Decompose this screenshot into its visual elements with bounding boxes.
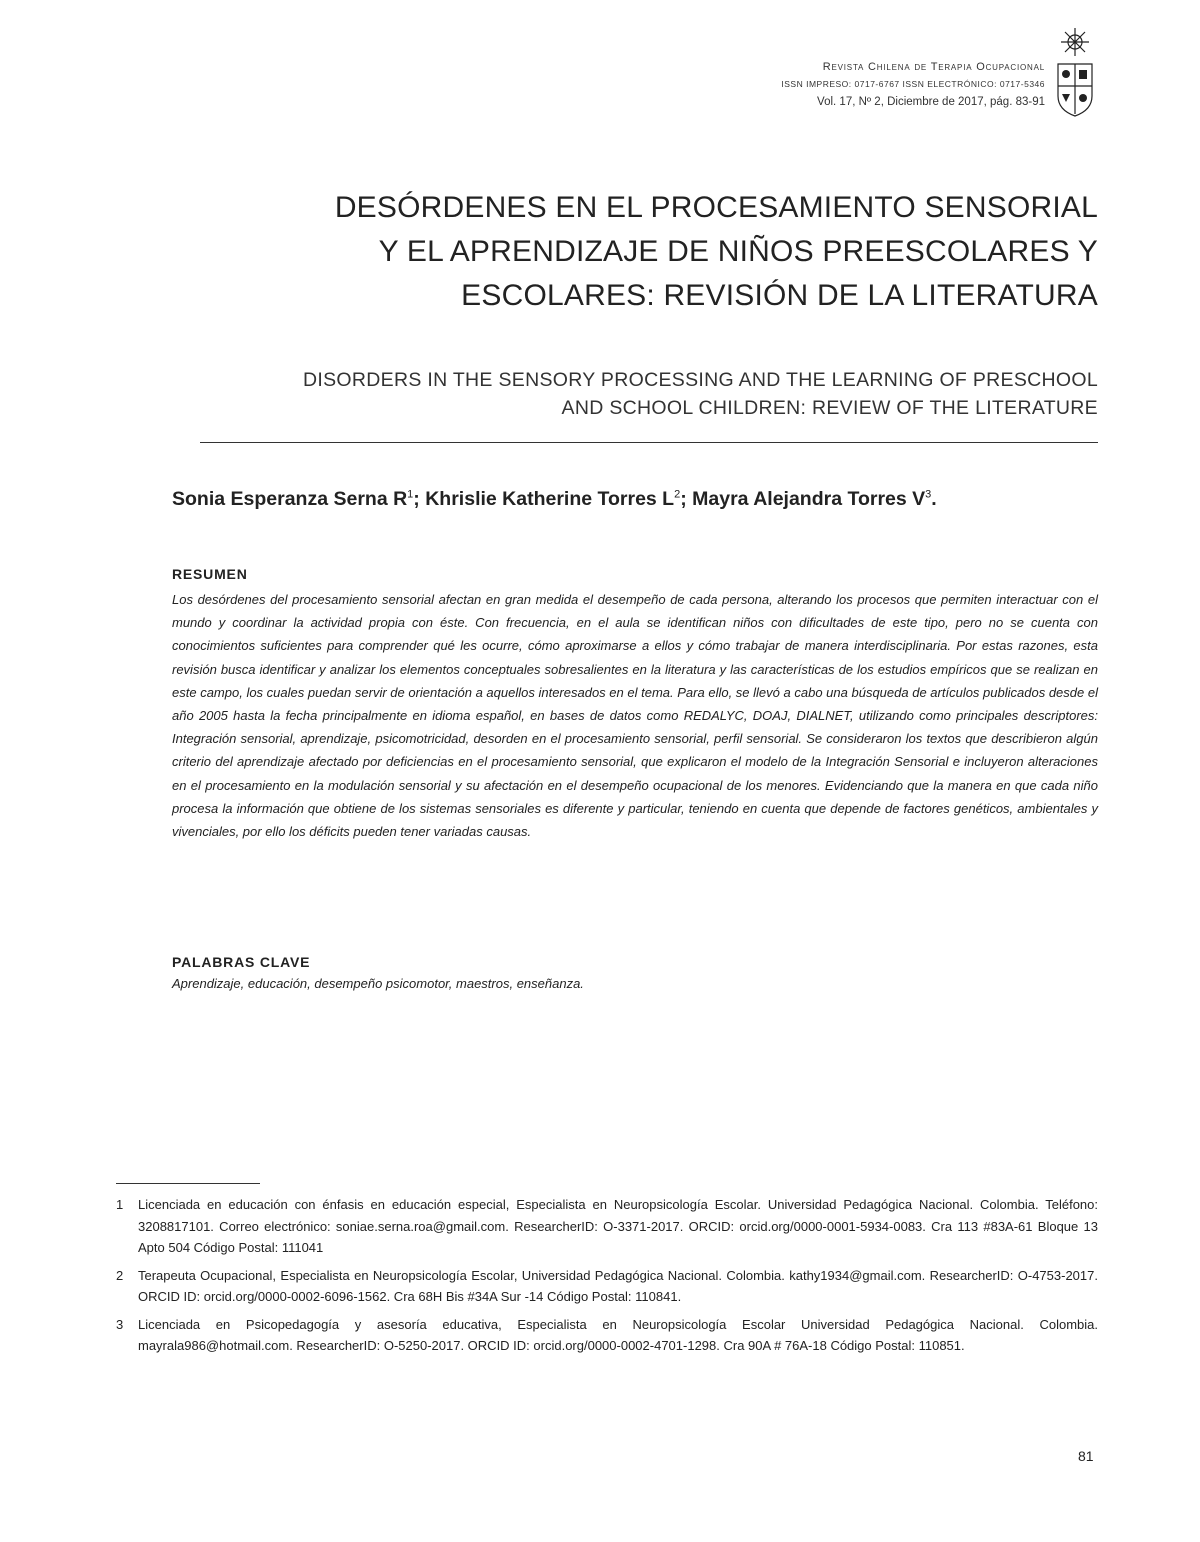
author-list	[172, 488, 1102, 511]
title-divider	[200, 442, 1098, 443]
author-affiliation-mark: 2	[674, 488, 681, 501]
footnote-number: 1	[116, 1197, 124, 1212]
author-separator: .	[931, 488, 937, 510]
author-name: Khrislie Katherine Torres L	[425, 488, 675, 510]
keywords-heading: PALABRAS CLAVE	[172, 954, 311, 970]
title-es-line: Y EL APRENDIZAJE DE NIÑOS PREESCOLARES Y	[378, 235, 1098, 268]
author-separator: ;	[680, 488, 693, 510]
page-number: 81	[1078, 1448, 1094, 1464]
author-name: Sonia Esperanza Serna R	[172, 488, 408, 510]
title-spanish	[198, 186, 1098, 318]
title-en-line: AND SCHOOL CHILDREN: REVIEW OF THE LITERATURE	[561, 397, 1098, 419]
author-affiliation-mark: 1	[407, 488, 414, 501]
footnote-text: Terapeuta Ocupacional, Especialista en Neuropsicología Escolar, Universidad Pedagógica Nacional. Colombia. kathy1934@gmail.com. ResearcherID: O-4753-2017. ORCID ID: orcid.org/0000-0002-6096-1562. Cra 68H Bis #34A Sur -14 Código Postal: 110841.	[138, 1267, 1098, 1304]
footnote-text: Licenciada en Psicopedagogía y asesoría educativa, Especialista en Neuropsicología Escolar Universidad Pedagógica Nacional. Colombia. mayrala986@hotmail.com. ResearcherID: O-5250-2017. ORCID ID: orcid.org/0000-0002-4701-1298. Cra 90A # 76A-18 Código Postal: 110851.	[138, 1316, 1098, 1353]
journal-issn: ISSN IMPRESO: 0717-6767 ISSN ELECTRÓNICO: 0717-5346	[781, 79, 1045, 89]
footnote	[116, 1194, 1098, 1259]
university-crest-icon	[1050, 24, 1100, 120]
author-separator: ;	[413, 488, 426, 510]
journal-header	[781, 58, 1045, 112]
author-name: Mayra Alejandra Torres V	[692, 488, 926, 510]
title-en-line: DISORDERS IN THE SENSORY PROCESSING AND THE LEARNING OF PRESCHOOL	[303, 369, 1098, 391]
title-english	[148, 366, 1098, 422]
footnote-divider	[116, 1183, 260, 1184]
title-es-line: ESCOLARES: REVISIÓN DE LA LITERATURA	[461, 279, 1098, 312]
journal-name: Revista Chilena de Terapia Ocupacional	[822, 61, 1045, 73]
footnotes	[116, 1194, 1098, 1363]
author-affiliation-mark: 3	[925, 488, 932, 501]
title-es-line: DESÓRDENES EN EL PROCESAMIENTO SENSORIAL	[334, 191, 1098, 224]
keywords-text: Aprendizaje, educación, desempeño psicomotor, maestros, enseñanza.	[172, 976, 584, 991]
journal-volume: Vol. 17, Nº 2, Diciembre de 2017, pág. 83-91	[817, 96, 1045, 108]
footnote	[116, 1265, 1098, 1308]
abstract-heading: RESUMEN	[172, 566, 248, 582]
abstract-text: Los desórdenes del procesamiento sensorial afectan en gran medida el desempeño de cada persona, alterando los procesos que permiten interactuar con el mundo y coordinar la actividad propia con éste. Con frecuencia, en el aula se identifican niños con dificultades de este tipo, pero no se cuenta con conocimientos suficientes para comprender qué les ocurre, cómo aproximarse a ellos y cómo trabajar de manera interdisciplinaria. Por estas razones, esta revisión busca identificar y analizar los elementos conceptuales sobresalientes en la literatura y las características de los estudios empíricos que se realizan en este campo, los cuales puedan servir de orientación a aquellos interesados en el tema. Para ello, se llevó a cabo una búsqueda de artículos publicados desde el año 2005 hasta la fecha principalmente en idioma español, en bases de datos como REDALYC, DOAJ, DIALNET, utilizando como principales descriptores: Integración sensorial, aprendizaje, psicomotricidad, desorden en el procesamiento sensorial, perfil sensorial. Se consideraron los textos que describieron algún criterio del aprendizaje afectado por deficiencias en el procesamiento sensorial, que explicaron el modelo de la Integración Sensorial e incluyeron alteraciones en el procesamiento en la modulación sensorial y su afectación en el desempeño ocupacional de los menores. Evidenciando que la manera en que cada niño procesa la información que obtiene de los sistemas sensoriales es diferente y particular, teniendo en cuenta que depende de factores genéticos, ambientales y vivenciales, por ello los déficits pueden tener variadas causas.	[172, 592, 1098, 840]
footnote	[116, 1314, 1098, 1357]
footnote-number: 3	[116, 1316, 124, 1332]
footnote-text: Licenciada en educación con énfasis en educación especial, Especialista en Neuropsicología Escolar. Universidad Pedagógica Nacional. Colombia. Teléfono: 3208817101. Correo electrónico: soniae.serna.roa@gmail.com. ResearcherID: O-3371-2017. ORCID: orcid.org/0000-0001-5934-0083. Cra 113 #83A-61 Bloque 13 Apto 504 Código Postal: 111041	[138, 1197, 1098, 1255]
footnote-number: 2	[116, 1267, 124, 1283]
